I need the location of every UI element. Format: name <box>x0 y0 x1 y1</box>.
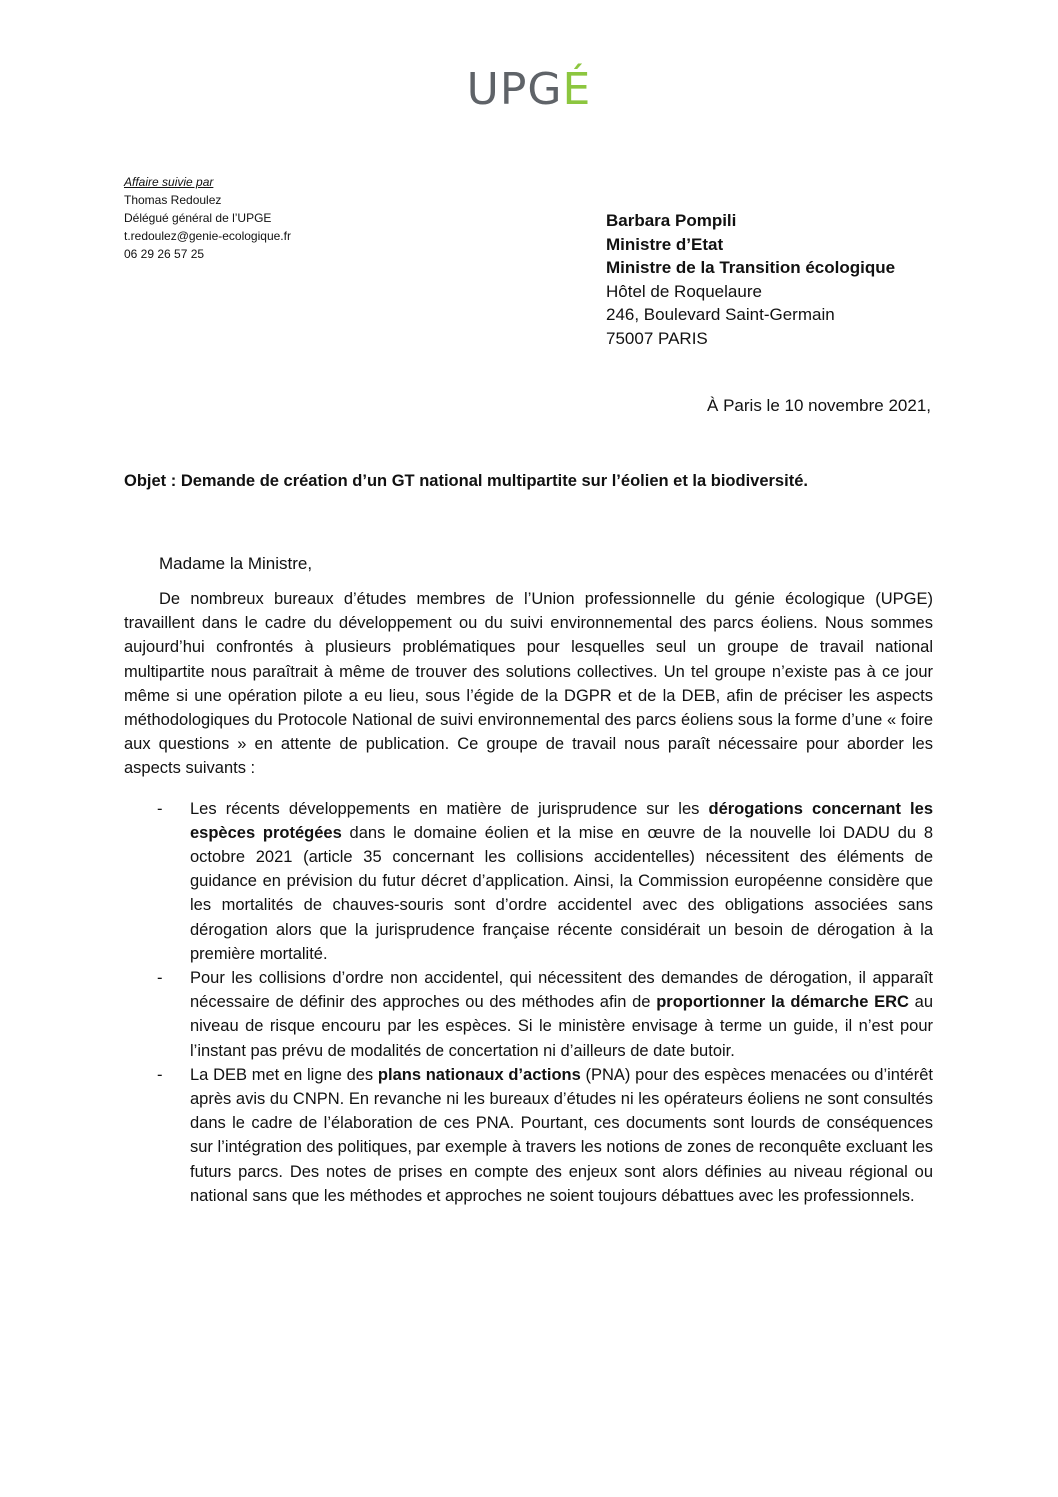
bullet-text-after: dans le domaine éolien et la mise en œuvre de la nouvelle loi DADU du 8 octobre 2021 (article 35 concernant les collisions accidentelles) nécessitent des éléments de guidance en prévision du futur décret d’application. Ainsi, la Commission européenne considère que les mortalités de chauves-souris sont d’ordre accidentel avec des obligations associées sans dérogation alors que la jurisprudence française récente considérait un besoin de dérogation à la première mortalité. <box>190 823 933 963</box>
bullet-text-before: Les récents développements en matière de jurisprudence sur les <box>190 799 709 818</box>
bullet-list <box>124 797 933 1208</box>
bullet-dash: - <box>157 969 163 988</box>
recipient-name: Barbara Pompili <box>606 211 737 230</box>
sender-label: Affaire suivie par <box>124 175 214 189</box>
recipient-address-1: Hôtel de Roquelaure <box>606 281 762 301</box>
upge-logo <box>0 64 1058 115</box>
letter-body <box>124 587 933 1208</box>
letter-subject: Objet : Demande de création d’un GT national multipartite sur l’éolien et la biodiversité. <box>124 472 808 490</box>
recipient-address-2: 246, Boulevard Saint-Germain <box>606 305 835 324</box>
bullet-dash: - <box>157 799 163 818</box>
logo-text-grey: UPG <box>466 64 563 115</box>
bullet-text-after: (PNA) pour des espèces menacées ou d’intérêt après avis du CNPN. En revanche ni les bureaux d’études ni les opérateurs éoliens ne sont consultés dans le cadre de l’élaboration de ces PNA. Pourtant, ces documents sont lourds de conséquences sur l’intégration des politiques, par exemple à travers les notions de zones de reconquête excluant les futurs parcs. Des notes de prises en compte des enjeux sont alors définies au niveau régional ou national sans que les méthodes et approches ne soient toujours débattues avec les professionnels. <box>190 1065 933 1205</box>
intro-paragraph: De nombreux bureaux d’études membres de l’Union professionnelle du génie écologique (UPGE) travaillent dans le cadre du développement ou du suivi environnemental des parcs éoliens. Nous sommes aujourd’hui confrontés à plusieurs problématiques pour lesquelles seul un groupe de travail national multipartite nous paraîtrait à même de trouver des solutions collectives. Un tel groupe n’existe pas à ce jour même si une opération pilote a eu lieu, sous l’égide de la DGPR et de la DEB, afin de préciser les aspects méthodologiques du Protocole National de suivi environnemental des parcs éoliens sous la forme d’une « foire aux questions » en attente de publication. Ce groupe de travail nous paraît nécessaire pour aborder les aspects suivants : <box>124 590 933 778</box>
sender-role: Délégué général de l’UPGE <box>124 211 272 225</box>
sender-block <box>124 173 291 263</box>
letter-date: À Paris le 10 novembre 2021, <box>707 396 931 415</box>
bullet-item-derogations <box>124 797 933 966</box>
bullet-text-bold: proportionner la démarche ERC <box>656 993 909 1012</box>
bullet-item-erc <box>124 966 933 1063</box>
bullet-text-before: La DEB met en ligne des <box>190 1065 378 1084</box>
bullet-text-before: Pour les collisions d’ordre non accidentel, qui nécessitent des demandes de dérogation, il apparaît nécessaire de définir des approches ou des méthodes afin de <box>190 969 933 1012</box>
sender-phone: 06 29 26 57 25 <box>124 247 205 261</box>
bullet-dash: - <box>157 1065 163 1084</box>
letter-greeting: Madame la Ministre, <box>159 554 313 573</box>
sender-name: Thomas Redoulez <box>124 193 222 207</box>
recipient-title-1: Ministre d’Etat <box>606 234 724 254</box>
recipient-title-2: Ministre de la Transition écologique <box>606 258 896 277</box>
bullet-text-bold: dérogations concernant les espèces protégées <box>190 799 933 842</box>
recipient-city: 75007 PARIS <box>606 328 708 348</box>
bullet-text-after: au niveau de risque encouru par les espèces. Si le ministère envisage à terme un guide, il n’est pour l’instant pas prévu de modalités de concertation ni d’ailleurs de date butoir. <box>190 993 933 1060</box>
bullet-item-pna <box>124 1063 933 1208</box>
logo-text-green: É <box>562 64 592 115</box>
bullet-text-bold: plans nationaux d’actions <box>377 1065 581 1084</box>
sender-email: t.redoulez@genie-ecologique.fr <box>124 229 291 243</box>
recipient-block <box>606 209 895 350</box>
